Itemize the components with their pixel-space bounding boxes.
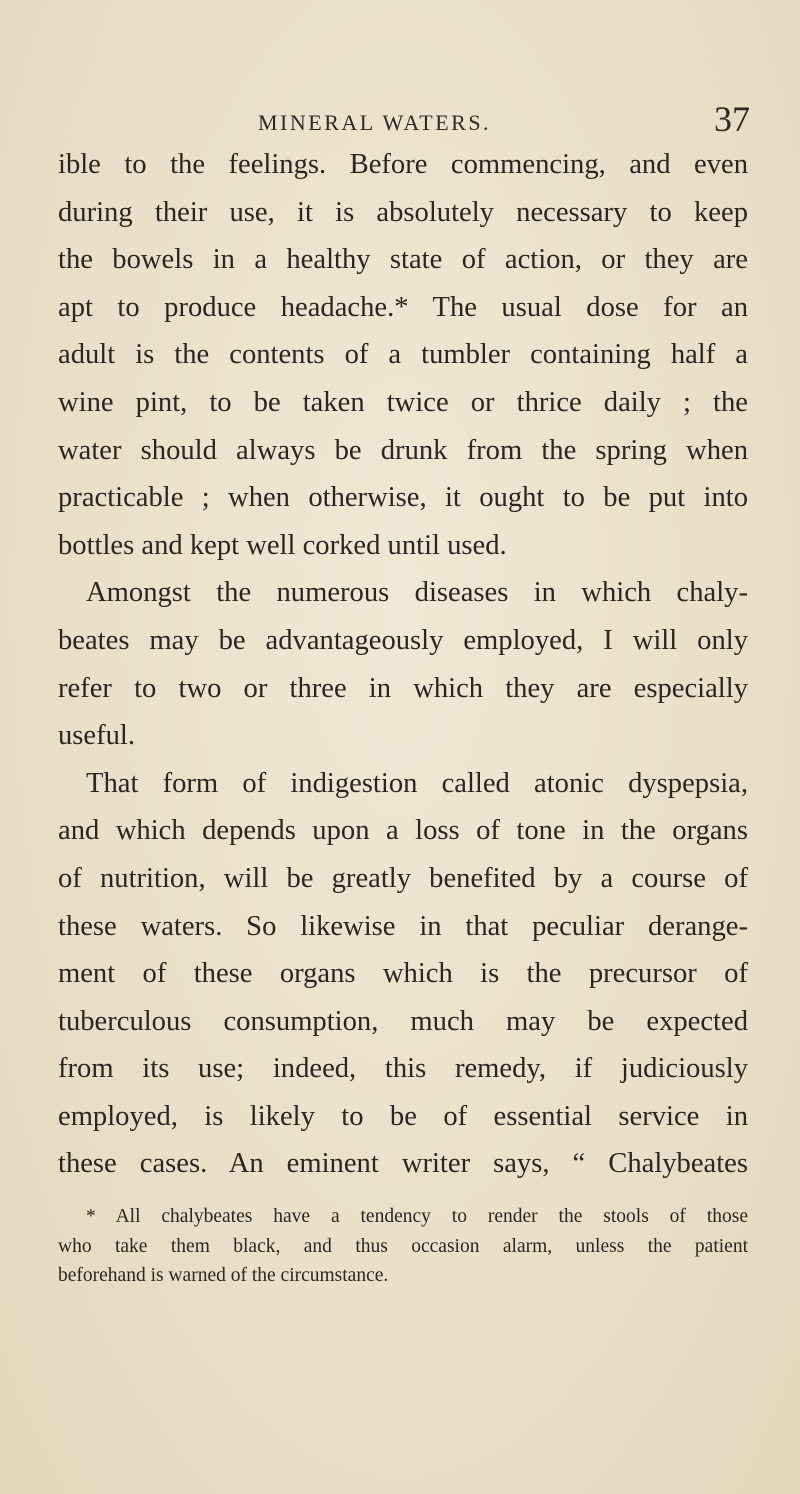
footnote — [58, 1202, 748, 1291]
text-line: Amongst the numerous diseases in which chaly- — [86, 577, 748, 609]
footnote-line: beforehand is warned of the circumstance. — [58, 1265, 389, 1286]
text-line: tuberculous consumption, much may be expected — [58, 1005, 748, 1037]
text-line: and which depends upon a loss of tone in the organs — [58, 815, 748, 847]
text-line: wine pint, to be taken twice or thrice daily ; the — [58, 386, 748, 418]
body-text — [58, 141, 748, 1188]
text-line: these waters. So likewise in that peculiar derange- — [58, 910, 748, 942]
text-line: during their use, it is absolutely necessary to keep — [58, 196, 748, 228]
text-line: ible to the feelings. Before commencing, and even — [58, 149, 748, 180]
text-line: ment of these organs which is the precursor of — [58, 958, 748, 990]
running-head: MINERAL WATERS. — [258, 110, 492, 135]
page-number: 37 — [714, 99, 750, 139]
text-line: of nutrition, will be greatly benefited by a course of — [58, 862, 748, 894]
text-line: apt to produce headache.* The usual dose for an — [58, 291, 748, 323]
footnote-line: who take them black, and thus occasion alarm, unless the patient — [58, 1235, 748, 1257]
text-line: practicable ; when otherwise, it ought to be put into — [58, 482, 748, 514]
text-line: bottles and kept well corked until used. — [58, 529, 507, 561]
footnote-line: * All chalybeates have a tendency to render the stools of those — [86, 1206, 748, 1227]
page-header — [0, 99, 800, 144]
text-line: from its use; indeed, this remedy, if judiciously — [58, 1053, 748, 1085]
text-line: refer to two or three in which they are especially — [58, 672, 748, 704]
text-line: adult is the contents of a tumbler containing half a — [58, 339, 748, 371]
text-line: the bowels in a healthy state of action, or they are — [58, 244, 748, 276]
text-line: That form of indigestion called atonic dyspepsia, — [86, 767, 748, 799]
text-line: useful. — [58, 720, 136, 752]
text-line: beates may be advantageously employed, I will only — [58, 624, 748, 656]
text-line: water should always be drunk from the spring when — [58, 434, 748, 466]
text-line: employed, is likely to be of essential service in — [58, 1100, 748, 1132]
text-line: these cases. An eminent writer says, “ Chalybeates — [58, 1148, 748, 1180]
